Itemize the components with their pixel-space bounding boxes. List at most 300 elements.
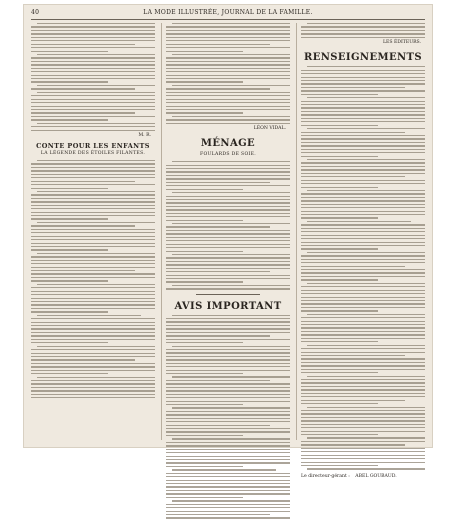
text-line xyxy=(301,382,425,383)
text-line xyxy=(166,202,290,203)
notice-title: AVIS IMPORTANT xyxy=(174,300,282,312)
text-line xyxy=(31,99,155,100)
text-line xyxy=(301,386,425,387)
text-line xyxy=(166,257,290,258)
text-line xyxy=(166,325,290,326)
text-line xyxy=(166,473,290,474)
text-line xyxy=(166,226,270,227)
text-line xyxy=(31,397,155,398)
text-line xyxy=(166,95,290,96)
text-line xyxy=(166,71,290,72)
text-line xyxy=(166,514,270,515)
text-line xyxy=(307,190,425,191)
text-line xyxy=(166,288,290,289)
text-line xyxy=(301,286,425,287)
text-line xyxy=(307,23,425,24)
text-line xyxy=(301,132,405,133)
text-line xyxy=(166,261,290,262)
text-line xyxy=(31,181,135,182)
text-line xyxy=(166,44,270,45)
text-line xyxy=(301,413,425,414)
text-line xyxy=(166,220,243,221)
text-line xyxy=(166,421,290,422)
text-line xyxy=(166,442,290,443)
text-line xyxy=(301,156,378,157)
text-line xyxy=(31,232,155,233)
text-line xyxy=(31,218,108,219)
text-line xyxy=(31,349,155,350)
text-line xyxy=(301,255,425,256)
text-line xyxy=(301,224,425,225)
text-line xyxy=(166,182,270,183)
text-line xyxy=(301,114,425,115)
text-block xyxy=(301,66,425,469)
column-left xyxy=(31,23,155,442)
text-line xyxy=(31,78,155,79)
text-line xyxy=(166,445,290,446)
text-line xyxy=(166,206,290,207)
text-line xyxy=(166,349,290,350)
text-line xyxy=(166,359,290,360)
text-line xyxy=(31,184,155,185)
text-line xyxy=(166,233,290,234)
text-line xyxy=(307,66,425,67)
text-line xyxy=(37,54,155,55)
text-line xyxy=(166,373,243,374)
text-line xyxy=(307,283,425,284)
text-line xyxy=(166,199,290,200)
text-line xyxy=(301,324,425,325)
text-line xyxy=(166,511,290,512)
text-line xyxy=(166,363,290,364)
text-line xyxy=(31,109,155,110)
text-line xyxy=(307,97,425,98)
text-line xyxy=(301,180,425,181)
text-line xyxy=(301,431,425,432)
text-line xyxy=(37,160,155,161)
text-line xyxy=(172,116,290,117)
text-line xyxy=(31,390,155,391)
text-line xyxy=(301,33,425,34)
text-line xyxy=(166,490,290,491)
section-rule xyxy=(196,294,260,295)
text-line xyxy=(172,192,290,193)
text-line xyxy=(166,171,290,172)
text-line xyxy=(31,61,155,62)
text-line xyxy=(31,64,155,65)
magazine-page xyxy=(23,4,433,479)
text-line xyxy=(301,334,425,335)
story-title: CONTE POUR LES ENFANTS xyxy=(36,142,150,150)
text-line xyxy=(301,369,425,370)
text-line xyxy=(172,285,290,286)
text-line xyxy=(166,251,243,252)
text-line xyxy=(31,380,155,381)
page-number: 40 xyxy=(31,9,40,16)
text-line xyxy=(166,281,243,282)
text-line xyxy=(31,188,108,189)
text-line xyxy=(166,449,290,450)
text-line xyxy=(301,90,425,91)
text-line xyxy=(301,400,405,401)
text-line xyxy=(31,26,155,27)
text-line xyxy=(166,244,290,245)
text-line xyxy=(31,243,155,244)
text-line xyxy=(31,201,155,202)
text-line xyxy=(166,33,290,34)
text-line xyxy=(31,342,108,343)
text-line xyxy=(301,101,425,102)
text-line xyxy=(31,194,155,195)
text-line xyxy=(31,322,155,323)
text-line xyxy=(37,315,141,316)
text-line xyxy=(31,239,155,240)
page-header xyxy=(31,7,425,20)
text-line xyxy=(31,256,155,257)
text-line xyxy=(166,78,290,79)
text-block xyxy=(31,160,155,398)
text-line xyxy=(31,311,108,312)
text-line xyxy=(31,177,155,178)
text-line xyxy=(301,293,425,294)
text-line xyxy=(31,356,155,357)
text-line xyxy=(301,248,378,249)
text-line xyxy=(301,310,378,311)
text-line xyxy=(166,356,290,357)
text-line xyxy=(301,104,425,105)
section-subtitle: FOULARDS DE SOIE. xyxy=(199,152,257,158)
text-line xyxy=(37,253,155,254)
text-line xyxy=(166,119,290,120)
journal-title: LA MODE ILLUSTRÉE, JOURNAL DE LA FAMILLE. xyxy=(143,9,313,16)
text-block xyxy=(166,315,290,519)
text-line xyxy=(31,332,155,333)
text-line xyxy=(301,403,378,404)
text-block xyxy=(301,23,425,38)
text-line xyxy=(301,83,425,84)
text-line xyxy=(307,128,425,129)
text-line xyxy=(31,71,155,72)
text-line xyxy=(166,397,290,398)
text-line xyxy=(166,81,243,82)
text-line xyxy=(166,401,290,402)
section-title-renseignements: RENSEIGNEMENTS xyxy=(304,52,422,64)
column-divider-left xyxy=(161,23,162,440)
text-line xyxy=(301,352,425,353)
text-line xyxy=(166,486,290,487)
text-line xyxy=(166,476,290,477)
text-line xyxy=(301,193,425,194)
text-line xyxy=(31,287,155,288)
text-line xyxy=(301,235,425,236)
text-line xyxy=(166,462,290,463)
text-line xyxy=(172,438,290,439)
text-line xyxy=(301,80,425,81)
text-line xyxy=(301,389,425,390)
text-line xyxy=(31,130,155,131)
text-line xyxy=(31,249,108,250)
text-line xyxy=(31,215,155,216)
text-line xyxy=(301,300,425,301)
text-line xyxy=(301,451,425,452)
text-line xyxy=(166,168,290,169)
text-line xyxy=(301,197,425,198)
text-line xyxy=(172,223,290,224)
text-line xyxy=(166,109,290,110)
text-line xyxy=(166,459,290,460)
text-line xyxy=(301,166,425,167)
text-line xyxy=(166,271,270,272)
text-line xyxy=(301,266,405,267)
text-line xyxy=(31,225,135,226)
text-line xyxy=(31,387,155,388)
text-line xyxy=(37,377,155,378)
text-line xyxy=(166,370,290,371)
text-line xyxy=(31,394,155,395)
text-line xyxy=(301,317,425,318)
text-line xyxy=(301,142,425,143)
text-line xyxy=(172,376,290,377)
text-line xyxy=(31,383,155,384)
text-line xyxy=(166,456,290,457)
text-line xyxy=(172,469,276,470)
text-line xyxy=(166,213,290,214)
text-line xyxy=(31,263,155,264)
text-line xyxy=(301,26,425,27)
text-line xyxy=(301,138,425,139)
text-line xyxy=(307,437,425,438)
text-line xyxy=(301,173,425,174)
text-line xyxy=(166,507,290,508)
text-line xyxy=(31,335,155,336)
text-line xyxy=(301,30,425,31)
text-line xyxy=(301,365,425,366)
text-line xyxy=(301,462,425,463)
text-line xyxy=(166,196,290,197)
text-line xyxy=(166,335,270,336)
text-line xyxy=(166,404,243,405)
text-line xyxy=(301,348,425,349)
text-line xyxy=(301,290,425,291)
text-line xyxy=(301,444,405,445)
text-line xyxy=(301,207,425,208)
text-line xyxy=(172,23,290,24)
text-line xyxy=(166,342,243,343)
text-line xyxy=(166,414,290,415)
text-line xyxy=(301,204,425,205)
text-line xyxy=(172,254,290,255)
text-line xyxy=(31,328,155,329)
text-line xyxy=(301,245,425,246)
text-line xyxy=(301,238,425,239)
text-line xyxy=(166,209,290,210)
text-line xyxy=(301,355,405,356)
text-line xyxy=(166,332,290,333)
text-line xyxy=(307,314,425,315)
text-line xyxy=(166,318,290,319)
text-line xyxy=(37,23,155,24)
text-line xyxy=(31,75,155,76)
text-line xyxy=(31,81,108,82)
text-line xyxy=(31,325,155,326)
text-line xyxy=(166,431,290,432)
text-line xyxy=(37,123,155,124)
text-line xyxy=(166,112,243,113)
text-line xyxy=(31,370,155,371)
text-line xyxy=(37,85,155,86)
text-line xyxy=(31,51,108,52)
text-line xyxy=(301,152,425,153)
text-line xyxy=(301,149,425,150)
text-line xyxy=(166,418,290,419)
text-line xyxy=(166,380,270,381)
text-line xyxy=(301,379,425,380)
text-line xyxy=(31,33,155,34)
text-line xyxy=(31,359,135,360)
text-line xyxy=(166,493,290,494)
text-line xyxy=(166,452,290,453)
text-line xyxy=(31,260,155,261)
text-line xyxy=(301,458,425,459)
text-line xyxy=(172,54,290,55)
text-line xyxy=(307,468,425,469)
footer-label: Le directeur-gérant : xyxy=(301,473,350,479)
text-line xyxy=(166,278,290,279)
text-line xyxy=(301,297,425,298)
text-line xyxy=(31,353,155,354)
text-line xyxy=(166,339,290,340)
text-line xyxy=(172,85,290,86)
text-line xyxy=(172,500,290,501)
text-block xyxy=(31,92,155,131)
column-signature: LÉON VIDAL. xyxy=(253,126,286,132)
text-line xyxy=(31,277,155,278)
text-line xyxy=(166,40,290,41)
text-line xyxy=(166,106,290,107)
text-line xyxy=(301,125,378,126)
text-line xyxy=(166,51,243,52)
text-line xyxy=(31,167,155,168)
text-line xyxy=(301,427,425,428)
text-line xyxy=(166,240,290,241)
text-line xyxy=(166,47,290,48)
text-block xyxy=(166,161,290,289)
text-line xyxy=(301,410,425,411)
text-line xyxy=(31,116,155,117)
text-line xyxy=(31,88,135,89)
text-line xyxy=(166,189,243,190)
text-line xyxy=(31,246,155,247)
text-line xyxy=(166,61,290,62)
text-line xyxy=(166,185,290,186)
text-line xyxy=(166,123,290,124)
text-line xyxy=(166,275,290,276)
text-line xyxy=(31,163,155,164)
text-line xyxy=(166,497,243,498)
text-line xyxy=(31,294,155,295)
text-line xyxy=(31,174,155,175)
text-line xyxy=(301,135,425,136)
text-line xyxy=(301,441,425,442)
text-line xyxy=(301,183,425,184)
text-line xyxy=(166,390,290,391)
text-line xyxy=(166,425,270,426)
text-line xyxy=(37,346,155,347)
text-line xyxy=(301,217,378,218)
text-line xyxy=(166,466,243,467)
text-line xyxy=(166,102,290,103)
text-line xyxy=(166,37,290,38)
text-line xyxy=(166,321,290,322)
text-line xyxy=(31,280,108,281)
text-line xyxy=(31,270,135,271)
text-line xyxy=(31,236,155,237)
section-title-menage: MÉNAGE xyxy=(200,138,256,150)
text-line xyxy=(301,358,425,359)
text-line xyxy=(307,221,411,222)
text-line xyxy=(31,68,155,69)
text-line xyxy=(301,187,378,188)
column-right xyxy=(301,23,425,479)
text-line xyxy=(301,87,405,88)
text-line xyxy=(301,231,425,232)
text-line xyxy=(301,417,425,418)
text-line xyxy=(166,178,290,179)
text-line xyxy=(31,318,155,319)
text-line xyxy=(307,345,425,346)
text-line xyxy=(301,169,425,170)
text-line xyxy=(37,191,155,192)
text-line xyxy=(166,26,290,27)
text-line xyxy=(166,483,290,484)
text-block xyxy=(31,23,155,90)
text-line xyxy=(31,112,135,113)
text-line xyxy=(307,407,425,408)
text-line xyxy=(166,435,243,436)
text-line xyxy=(166,504,290,505)
text-line xyxy=(31,198,155,199)
text-line xyxy=(166,57,290,58)
text-line xyxy=(31,373,108,374)
text-line xyxy=(166,383,290,384)
text-line xyxy=(166,175,290,176)
text-line xyxy=(166,268,290,269)
text-line xyxy=(31,40,155,41)
text-line xyxy=(301,176,405,177)
text-line xyxy=(166,387,290,388)
text-line xyxy=(31,212,155,213)
text-line xyxy=(301,341,378,342)
text-line xyxy=(172,315,290,316)
text-line xyxy=(301,70,425,71)
text-line xyxy=(31,291,155,292)
text-line xyxy=(301,396,425,397)
text-line xyxy=(31,308,155,309)
text-line xyxy=(31,170,155,171)
text-line xyxy=(166,92,290,93)
text-line xyxy=(166,264,290,265)
text-line xyxy=(31,267,155,268)
text-line xyxy=(301,455,425,456)
text-line xyxy=(31,126,155,127)
text-line xyxy=(31,37,155,38)
story-subtitle: LA LÉGENDE DES ÉTOILES FILANTES. xyxy=(40,151,146,156)
text-line xyxy=(166,165,290,166)
text-line xyxy=(301,362,425,363)
text-line xyxy=(166,64,290,65)
text-line xyxy=(301,121,425,122)
text-line xyxy=(301,372,378,373)
